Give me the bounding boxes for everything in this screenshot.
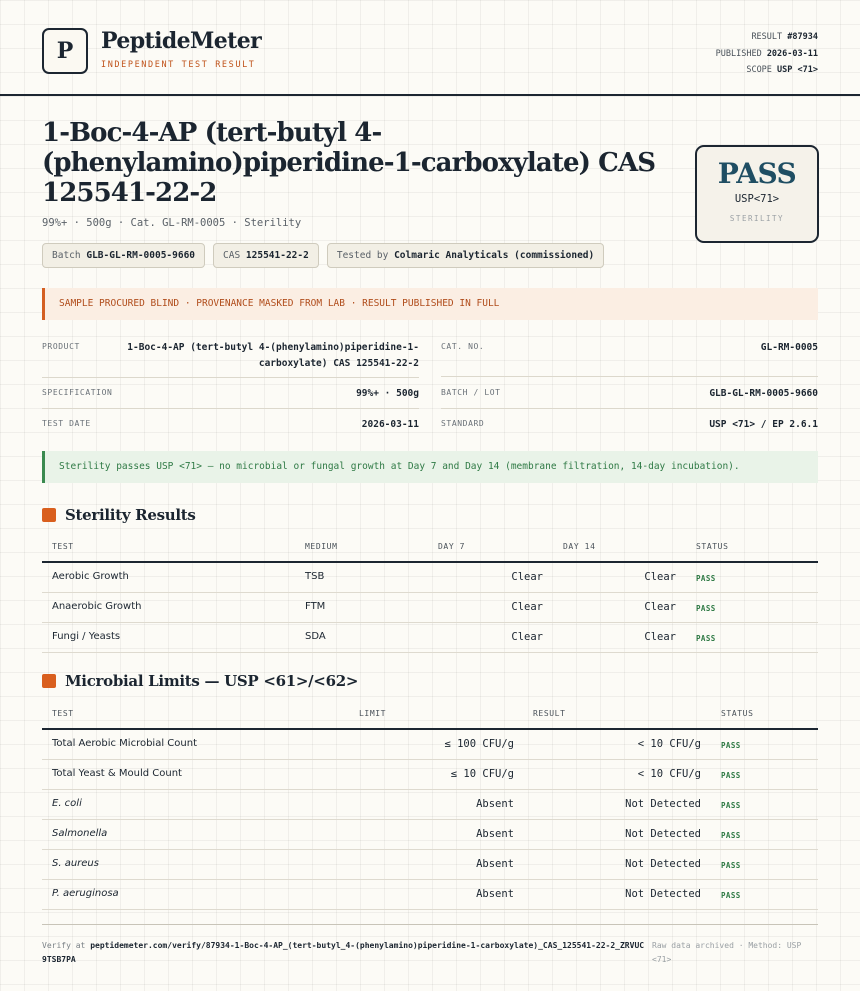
microbial-section-header [42, 672, 358, 690]
status-badge: PASS [721, 771, 741, 780]
section-square-icon [42, 508, 56, 522]
table-row: S. aureus Absent Not Detected PASS [42, 850, 818, 880]
result-meta [716, 29, 818, 79]
brand-name: PeptideMeter [101, 28, 262, 54]
column-header: TEST [52, 542, 74, 551]
table-row: E. coli Absent Not Detected PASS [42, 790, 818, 820]
verdict-category: STERILITY [729, 214, 785, 223]
sterility-section-header [42, 506, 196, 524]
table-row: Fungi / Yeasts SDA Clear Clear PASS [42, 623, 818, 653]
meta-scope: SCOPE USP <71> [746, 65, 818, 75]
section-square-icon [42, 674, 56, 688]
status-badge: PASS [721, 831, 741, 840]
column-header: STATUS [721, 709, 754, 718]
detail-test-date: TEST DATE 2026-03-11 [42, 419, 419, 430]
meta-published: PUBLISHED 2026-03-11 [715, 48, 818, 59]
detail-cat-no: CAT. NO. GL-RM-0005 [441, 342, 818, 353]
table-row: Salmonella Absent Not Detected PASS [42, 820, 818, 850]
table-row: Total Aerobic Microbial Count ≤ 100 CFU/g < 10 CFU/g PASS [42, 730, 818, 760]
blind-procurement-notice: SAMPLE PROCURED BLIND · PROVENANCE MASKED FROM LAB · RESULT PUBLISHED IN FULL [42, 288, 818, 320]
logo: P [42, 28, 88, 74]
column-header: STATUS [696, 542, 729, 551]
status-badge: PASS [696, 604, 716, 613]
status-badge: PASS [721, 891, 741, 900]
sterility-summary: Sterility passes USP <71> — no microbial or fungal growth at Day 7 and Day 14 (membrane filtration, 14-day incubation). [42, 451, 818, 483]
detail-standard: STANDARD USP <71> / EP 2.6.1 [441, 419, 818, 430]
microbial-table [42, 702, 818, 910]
archive-note: Raw data archived · Method: USP <71> [652, 941, 802, 964]
verdict-standard: USP<71> [734, 193, 780, 205]
detail-product: PRODUCT 1-Boc-4-AP (tert-butyl 4-(phenylamino)piperidine-1-carboxylate) CAS 125541-22-2 [42, 342, 419, 369]
column-header: LIMIT [359, 709, 387, 718]
column-header: TEST [52, 709, 74, 718]
verify-text: Verify at peptidemeter.com/verify/87934-1-Boc-4-AP_(tert-butyl_4-(phenylamino)piperidine-1-carboxylate)_CAS_125541-22-2_ZRVUC9TSB7PA [42, 941, 645, 964]
sterility-table [42, 535, 818, 653]
table-row: Anaerobic Growth FTM Clear Clear PASS [42, 593, 818, 623]
detail-divider [42, 377, 419, 378]
column-header: DAY 7 [438, 542, 466, 551]
footer-divider [42, 924, 818, 925]
column-header: MEDIUM [305, 542, 338, 551]
status-badge: PASS [721, 861, 741, 870]
product-title: 1-Boc-4-AP (tert-butyl 4-(phenylamino)piperidine-1-carboxylate) CAS 125541-22-2 [42, 118, 656, 208]
section-title: Microbial Limits — USP <61>/<62> [65, 672, 359, 690]
section-title: Sterility Results [65, 506, 196, 524]
table-row: P. aeruginosa Absent Not Detected PASS [42, 880, 818, 910]
tested-by-chip: Tested by Colmaric Analyticals (commissioned) [327, 243, 604, 268]
cas-chip: CAS 125541-22-2 [213, 243, 319, 268]
detail-divider [42, 408, 419, 409]
column-header: DAY 14 [563, 542, 596, 551]
batch-chip: Batch GLB-GL-RM-0005-9660 [42, 243, 205, 268]
product-subtitle: 99%+ · 500g · Cat. GL-RM-0005 · Sterility [42, 217, 302, 229]
status-badge: PASS [721, 801, 741, 810]
table-row: Total Yeast & Mould Count ≤ 10 CFU/g < 10 CFU/g PASS [42, 760, 818, 790]
detail-divider [441, 408, 818, 409]
report-header [0, 0, 860, 96]
detail-specification: SPECIFICATION 99%+ · 500g [42, 388, 419, 399]
meta-result: RESULT #87934 [751, 32, 818, 42]
table-header [42, 535, 818, 563]
table-row: Aerobic Growth TSB Clear Clear PASS [42, 563, 818, 593]
verify-link[interactable]: peptidemeter.com/verify/87934-1-Boc-4-AP_(tert-butyl_4-(phenylamino)piperidine-1-carboxylate)_CAS_125541-22-2_ZRVUC9TSB7PA [42, 941, 645, 964]
status-badge: PASS [721, 741, 741, 750]
detail-batch-lot: BATCH / LOT GLB-GL-RM-0005-9660 [441, 388, 818, 399]
status-badge: PASS [696, 634, 716, 643]
detail-divider [441, 376, 818, 377]
column-header: RESULT [533, 709, 566, 718]
table-header [42, 702, 818, 730]
verdict-word: PASS [717, 157, 797, 190]
status-badge: PASS [696, 574, 716, 583]
brand-tagline: INDEPENDENT TEST RESULT [101, 60, 256, 70]
info-chips [42, 243, 604, 268]
verdict-badge [695, 145, 819, 243]
